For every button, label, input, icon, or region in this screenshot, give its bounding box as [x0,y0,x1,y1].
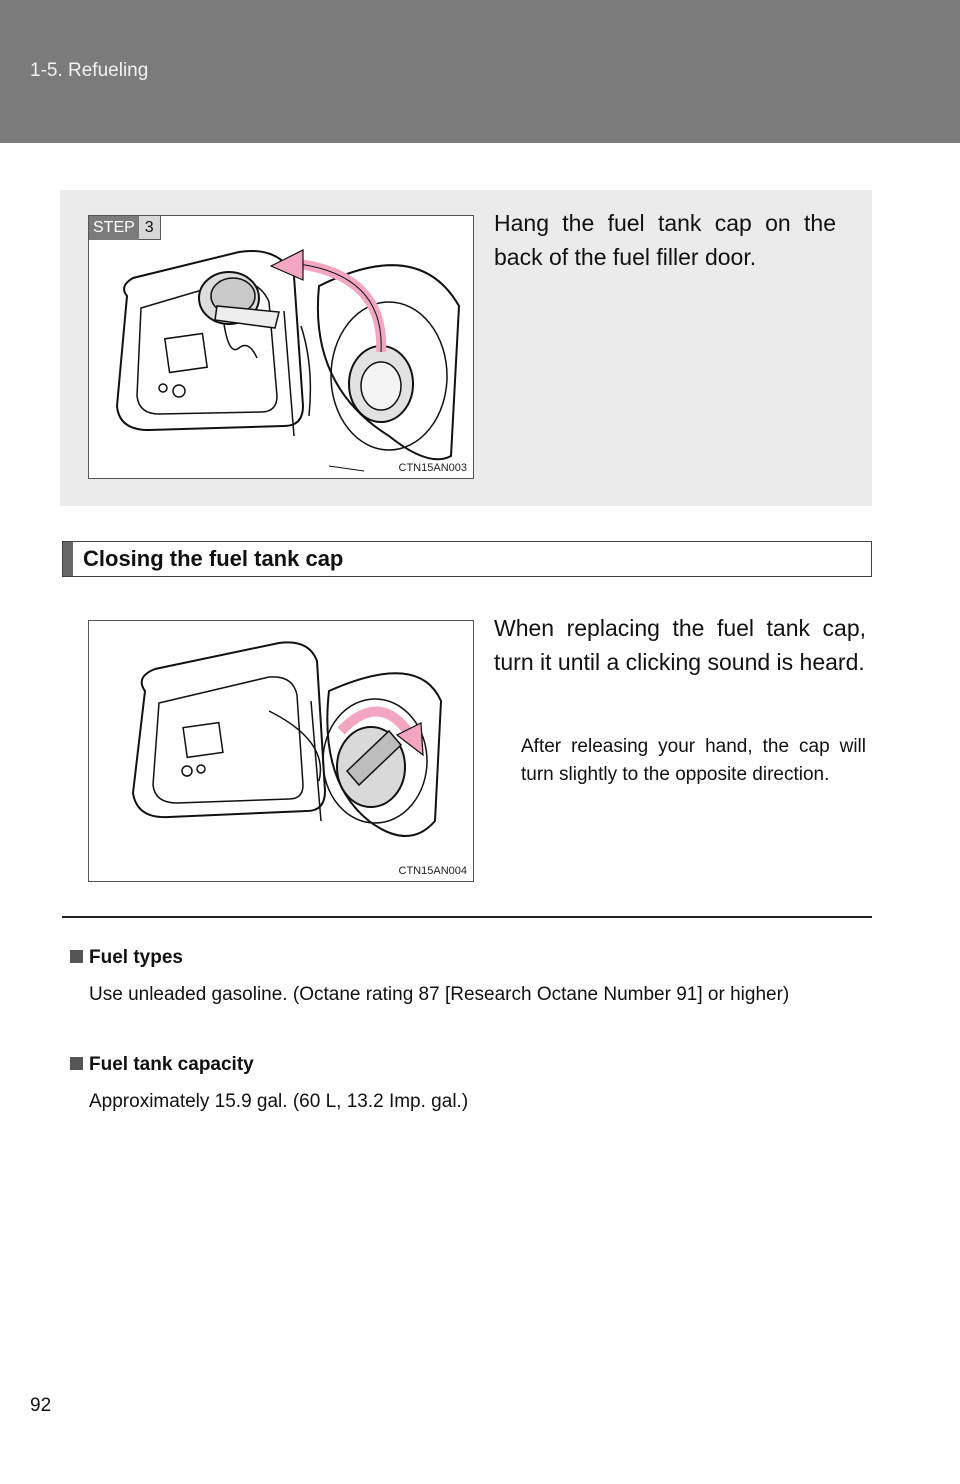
step-label: STEP [89,216,139,240]
note-title: Fuel types [89,947,183,968]
section-heading [62,541,872,577]
closing-instruction: When replacing the fuel tank cap, turn it until a clicking sound is heard. [494,615,866,675]
step-instruction: Hang the fuel tank cap on the back of the fuel filler door. [494,210,836,270]
section-title: 1-5. Refueling [30,60,149,81]
step-number: 3 [139,216,161,240]
curved-arrow-icon [299,264,381,352]
bullet-square-icon [70,950,83,963]
step-badge [89,216,161,240]
closing-note: After releasing your hand, the cap will turn slightly to the opposite direction. [521,736,866,785]
note-title: Fuel tank capacity [89,1054,254,1075]
figure-code: CTN15AN004 [398,865,467,877]
page-number: 92 [30,1395,52,1416]
fuel-door-open-illustration [89,216,473,478]
note-fuel-types [70,945,870,1009]
heading-accent [63,542,73,576]
figure-code: CTN15AN003 [398,462,467,474]
section-divider [62,916,872,918]
note-body: Use unleaded gasoline. (Octane rating 87 [Research Octane Number 91] or higher) [89,984,790,1005]
note-body: Approximately 15.9 gal. (60 L, 13.2 Imp. gal.) [89,1091,469,1112]
note-fuel-tank-capacity [70,1052,870,1116]
step-figure [88,215,474,479]
section-heading-title: Closing the fuel tank cap [83,546,344,571]
page-header [0,0,960,143]
closing-figure [88,620,474,882]
fuel-cap-closing-illustration [89,621,473,881]
bullet-square-icon [70,1057,83,1070]
